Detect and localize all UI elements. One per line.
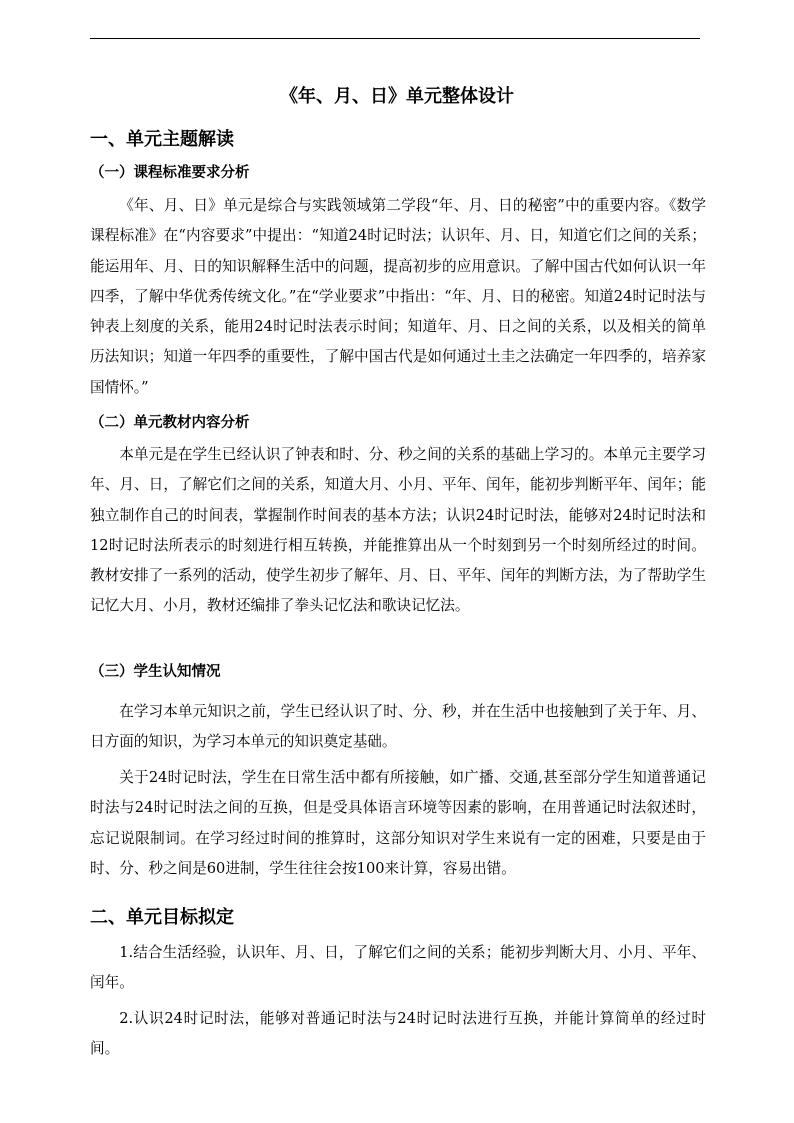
objective-item-1: 1.结合生活经验，认识年、月、日，了解它们之间的关系；能初步判断大月、小月、平年、闰年。 [90,944,706,992]
paragraph-curriculum: 《年、月、日》单元是综合与实践领域第二学段“年、月、日的秘密”中的重要内容。《数学课程标准》在“内容要求”中提出：“知道24时记时法；认识年、月、日，知道它们之间的关系；能运用年、月、日的知识解释生活中的问题，提高初步的应用意识。了解中国古代如何认识一年四季，了解中华优秀传统文化。”在“学业要求”中指出：“年、月、日的秘密。知道24时记时法与钟表上刻度的关系，能用24时记时法表示时间；知道年、月、日之间的关系，以及相关的简单历法知识；知道一年四季的重要性，了解中国古代是如何通过土圭之法确定一年四季的，培养家国情怀。” [90,197,706,396]
subsection-heading-textbook: （二）单元教材内容分析 [90,415,250,431]
paragraph-cognition-2: 关于24时记时法，学生在日常生活中都有所接触，如广播、交通,甚至部分学生知道普通记时法与24时记时法之间的互换，但是受具体语言环境等因素的影响，在用普通记时法叙述时，忘记说限制词。在学习经过时间的推算时，这部分知识对学生来说有一定的困难，只要是由于时、分、秒之间是60进制，学生往往会按100来计算，容易出错。 [90,769,706,877]
paragraph-cognition-1: 在学习本单元知识之前，学生已经认识了时、分、秒，并在生活中也接触到了关于年、月、日方面的知识，为学习本单元的知识奠定基础。 [90,703,706,751]
paragraph-textbook: 本单元是在学生已经认识了钟表和时、分、秒之间的关系的基础上学习的。本单元主要学习年、月、日，了解它们之间的关系，知道大月、小月、平年、闰年，能初步判断平年、闰年；能独立制作自己的时间表，掌握制作时间表的基本方法；认识24时记时法，能够对24时记时法和12时记时法所表示的时刻进行相互转换，并能推算出从一个时刻到另一个时刻所经过的时间。教材安排了一系列的活动，使学生初步了解年、月、日、平年、闰年的判断方法，为了帮助学生记忆大月、小月，教材还编排了拳头记忆法和歌诀记忆法。 [90,446,706,615]
subsection-heading-cognition: （三）学生认知情况 [90,664,221,680]
section-heading-objectives: 二、单元目标拟定 [90,907,234,928]
subsection-heading-curriculum: （一）课程标准要求分析 [90,165,250,181]
document-title: 《年、月、日》单元整体设计 [280,86,514,107]
header-rule [90,38,700,39]
section-heading-theme: 一、单元主题解读 [90,129,234,150]
objective-item-2: 2.认识24时记时法，能够对普通记时法与24时记时法进行互换，并能计算简单的经过时间。 [90,1010,706,1058]
